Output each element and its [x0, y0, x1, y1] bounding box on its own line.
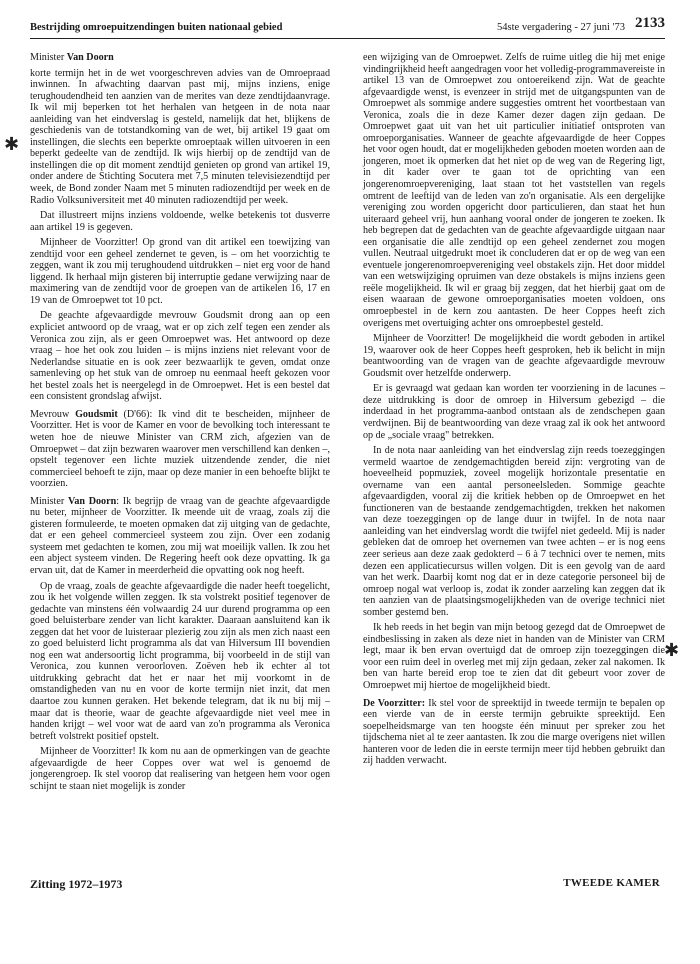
speaker-name: Goudsmit	[75, 408, 118, 420]
margin-mark-icon: ✱	[4, 134, 20, 155]
header-section-title: Bestrijding omroepuitzendingen buiten nationaal gebied	[30, 22, 283, 33]
speaker-paragraph-voorzitter: De Voorzitter: Ik stel voor de spreektijd in tweede termijn te bepalen op een vierde van de in eerste termijn gebruikte spreektijd. Een soepelheidsmarge van ten hoogste één minuut per spreker zou het tijdschema niet al te zeer aantasten. Ik zou die marge overigens niet willen hanteren voor de leden die in eerste termijn meer tijd hebben gebruikt dan zij hadden verwacht.	[363, 697, 665, 767]
paragraph: Ik heb reeds in het begin van mijn betoog gezegd dat de Omroepwet de eindbeslissing in zaken als deze niet in handen van de Minister van CRM legt, maar ik ben ervan overtuigd dat de omroep zijn toezeggingen die voor een ruim deel in overleg met mij zijn gedaan, zeker zal nakomen. Ik ben van harte bereid erop toe te zien dat dit gebeurt voor zover de Omroepwet mij hiertoe de mogelijkheid biedt.	[363, 622, 665, 691]
margin-mark-icon: ✱	[664, 640, 680, 661]
left-column	[30, 52, 330, 796]
right-column	[363, 52, 665, 771]
speaker-name: Van Doorn	[67, 495, 117, 507]
paragraph: Mijnheer de Voorzitter! Ik kom nu aan de opmerkingen van de geachte afgevaardigde de heer Coppes over wat wel is genoemd de jongerengroep. Ik stel voorop dat realisering van hetgeen hem voor ogen schijnt te staan niet mogelijk is zonder	[30, 746, 330, 792]
speaker-name: De Voorzitter:	[363, 697, 426, 709]
paragraph: Dat illustreert mijns inziens voldoende, welke betekenis tot dusverre aan artikel 19 is gegeven.	[30, 210, 330, 233]
speaker-paragraph-minister: Minister Van Doorn: Ik begrijp de vraag van de geachte afgevaardigde nu beter, mijnheer de Voorzitter. Ik meende uit de vraag, zoals zij die gisteren formuleerde, te moeten opmaken dat zij uitging van de gedachte, dat er een geheel commercieel systeem zou zijn. Over een zodanig systeem met gedachten te komen, zou mij wat moeilijk vallen. Ik zou het een abject systeem vinden. De Regering heeft ook deze opvatting. Ik ga ervan uit, dat de Kamer in meerderheid die opvatting ook nog heeft.	[30, 495, 330, 576]
paragraph: De geachte afgevaardigde mevrouw Goudsmit drong aan op een expliciet antwoord op de vraag, wat er op zich zelf tegen een zender als Veronica zou zijn, als er geen Omroepwet was. Het antwoord op deze vraag – hoe het ook zou luiden – is mijns inziens niet relevant voor de Nederlandse situatie en is ook zeer bezwaarlijk te geven, omdat onze samenleving op het stuk van de omroep nu eenmaal heeft gekozen voor het bestel zoals het is neergelegd in de Omroepwet. Het is een bestel dat een consistent grondslag afwijst.	[30, 310, 330, 403]
paragraph: een wijziging van de Omroepwet. Zelfs de ruime uitleg die hij met enige vindingrijkheid heeft aangedragen voor het volledig-programmavereiste in artikel 13 van de Omroepwet zou ontoereikend zijn. Wat de geachte afgevaardigde wenst, is evenzeer in strijd met de uitgangspunten van de Omroepwet als sommige andere suggesties omtrent het voortbestaan van Veronica, zoals die in deze Kamer dezer dagen zijn gedaan. De Omroepwet gaat uit van het uit particulier initiatief ontsproten van omroeporganisaties. Wanneer de geachte afgevaardigde de heer Coppes het voor ogen houdt, dat er mogelijkheden geboden moeten worden aan de jongeren, moet ik opmerken dat het niet op de weg van de Regering ligt, in dit kader over te gaan tot de oprichting van een jongerenomroepvereniging, laat staan tot het vaststellen van regels omtrent de leeftijd van de leden van zo'n organisatie. Als een dergelijke vereniging zou worden opgericht door particulieren, dan staat het hun uiteraard geheel vrij, hun aanhang vooral onder de jongeren te zoeken. Ik heb begrepen dat de gedachten van de geachte afgevaardigde uitgaan naar een organisatie die alle zendtijd op een geheel zendernet zou mogen vullen. Neutraal uitgedrukt moet ik concluderen dat er op de weg van een eventuele jongerenomroepvereniging veel obstakels zijn. Het door middel van een wetswijziging opruimen van deze obstakels is mijns inziens geen reële mogelijkheid. Ik wil er graag bij zeggen, dat het hierbij gaat om de eisen waaraan de gewone omroeporganisaties moeten voldoen, ons omroepbestel in de kern zou aantasten. De heer Coppes heeft zich overigens met overtuiging achter ons omroepbestel gesteld.	[363, 52, 665, 329]
header-meeting-date: 54ste vergadering - 27 juni '73	[497, 22, 625, 33]
paragraph: Mijnheer de Voorzitter! De mogelijkheid die wordt geboden in artikel 19, waarover ook de heer Coppes heeft gesproken, heb ik belicht in mijn beantwoording van de vragen van de geachte afgevaardigde mevrouw Goudsmit over hetzelfde onderwerp.	[363, 333, 665, 379]
paragraph: korte termijn het in de wet voorgeschreven advies van de Omroepraad inwinnen. In afwachting daarvan past mij, mijns inziens, enige terughoudendheid ten aanzien van de merites van deze zendtijdaanvrage. Ik wil mij beperken tot het herhalen van hetgeen in de nota naar aanleiding van het eindverslag is gesteld, namelijk dat het, blijkens de geschiedenis van de totstandkoming van de wet, bij artikel 19 gaat om instellingen, die slechts een beperkte omroeptaak willen uitvoeren in een beperkt gedeelte van de zendtijd. Ik wijs hierbij op de zendtijd van de instellingen die op dit moment zendtijd genieten op grond van artikel 19, onder andere de Stichting Socutera met 7,5 minuten televisiezendtijd per week, de Bond zonder Naam met 5 minuten radiozendtijd per week en de Radio Volksuniversiteit met 40 minuten radiozendtijd per week.	[30, 67, 330, 206]
paragraph: Op de vraag, zoals de geachte afgevaardigde die nader heeft toegelicht, zou ik het volgende willen zeggen. Ik sta volstrekt positief tegenover de gedachte van minstens één volwaardig 24 uur durend programma op een goed beluisterbare zender van licht karakter. Daaraan aansluitend kan ik zeggen dat het voor de luisteraar plezierig zou zijn als men zich naast een zo goed beluisterd licht programma als dat van Hilversum III bovendien nog een wat andersoortig licht programma, bij voorbeeld in de stijl van Veronica, zou kunnen veroorloven. Zoëven heb ik echter al tot uitdrukking gebracht dat het er naar het mij voorkomt in de omstandigheden van nu en voor de korte termijn niet inzit, dat men daartoe zou kunnen geraken. Het bekende telegram, dat ik nu bij mij – maar dat is theorie, waar de geachte afgevaardigde niet veel mee in handen krijgt – wel voor wat de aard van zo'n programma als Veronica betreft volstrekt positief opstelt.	[30, 580, 330, 742]
footer-session: Zitting 1972–1973	[30, 877, 123, 891]
paragraph: Mijnheer de Voorzitter! Op grond van dit artikel een toewijzing van zendtijd voor een geheel zendernet te geven, is – om het voorzichtig te zeggen, want ik zou mij terughoudend uitdrukken – niet erg voor de hand liggend. Ik herhaal mijn gisteren bij interruptie gedane verwijzing naar de maximering van de zendtijd voor de groepen van de artikelen 16, 17 en 19 van de Omroepwet tot 10 pct.	[30, 237, 330, 306]
paragraph: Er is gevraagd wat gedaan kan worden ter voorziening in de lacunes – deze uitdrukking is door de omroep in Hilversum gebezigd – die inderdaad in het programma-aanbod ontstaan als de zendschepen gaan verdwijnen. Bij de beantwoording van deze vraag zal ik ook het antwoord op de „sociale vraag" betrekken.	[363, 383, 665, 441]
page-number: 2133	[635, 15, 665, 31]
paragraph: In de nota naar aanleiding van het eindverslag zijn reeds toezeggingen vermeld waartoe de zendgemachtigden bereid zijn: vergroting van de hoeveelheid popmuziek, zoveel mogelijk horizontale presentatie en overname van een aantal personeelsleden. Sommige geachte afgevaardigden, vooral zij die kritiek hebben op de Omroepwet en het functioneren van de bestaande zendgemachtigden, trekken het nakomen van deze toezeggingen op de lange duur in twijfel. In de nota naar aanleiding van het eindverslag wordt die twijfel niet gedeeld. Mij is nader gebleken dat de omroep het overnemen van twee achten – er is nog eens zeer serieus aan deze zaak gedokterd – 6 à 7 technici over te nemen, mits dezen een applicatiecursus willen volgen. Dit is een gevolg van de aard van het werk. Daarbij komt nog dat er in deze categorie personeel bij de omroep nogal wat verloop is, zodat ik zonder aarzeling kan zeggen dat ik ten aanzien van de plaatsingsmogelijkheden van de overige technici niet somber gestemd ben.	[363, 445, 665, 618]
page-header	[30, 14, 665, 39]
footer-chamber: TWEEDE KAMER	[563, 877, 660, 889]
speaker-heading: Minister Van Doorn	[30, 52, 114, 63]
speaker-paragraph-goudsmit: Mevrouw Goudsmit (D'66): Ik vind dit te bescheiden, mijnheer de Voorzitter. Het is voor de Kamer en voor de bevolking toch interessant te weten hoe de nieuwe Minister van CRM zich, afgezien van de Omroepwet – dat zijn bezwaren waarover men verschillend kan denken –, opstelt tegenover een lichte muziek uitzendende zender, die niet commercieel behoeft te zijn, maar op deze manier in een behoefte blijkt te voorzien.	[30, 408, 330, 490]
speaker-name: Van Doorn	[66, 52, 114, 63]
